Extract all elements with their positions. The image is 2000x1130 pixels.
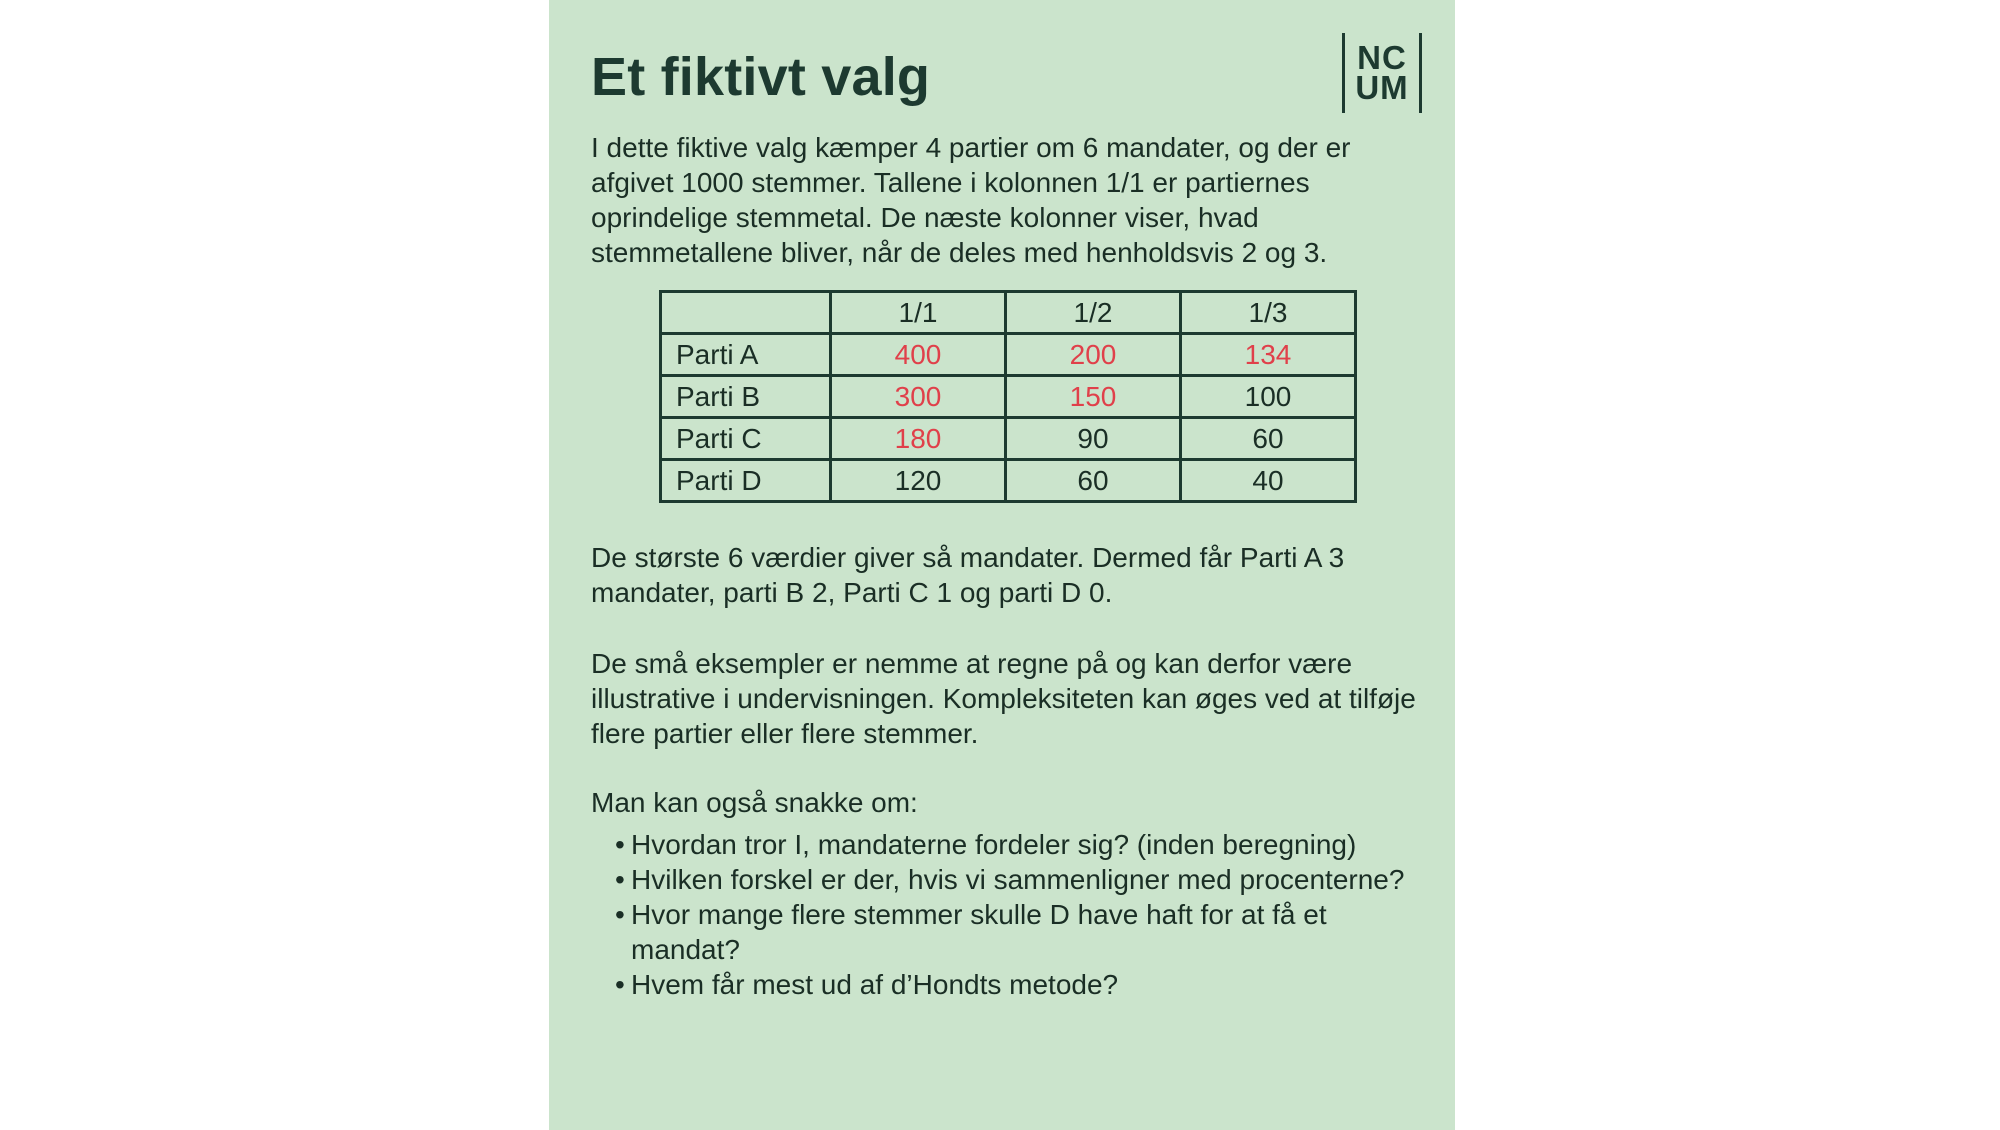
- party-name: Parti C: [661, 418, 831, 460]
- bullet-icon: •: [615, 969, 625, 1000]
- logo-line-bottom: UM: [1355, 69, 1409, 106]
- bullet-icon: •: [615, 899, 625, 930]
- question-text: Hvor mange flere stemmer skulle D have haft for at få et mandat?: [631, 899, 1327, 965]
- table-header-row: [661, 292, 1356, 334]
- question-list: [615, 827, 1415, 1002]
- intro-paragraph: I dette fiktive valg kæmper 4 partier om 6 mandater, og der er afgivet 1000 stemmer. Tallene i kolonnen 1/1 er partiernes oprindelige stemmetal. De næste kolonner viser, hvad stemmetallene bliver, når de deles med henholdsvis 2 og 3.: [591, 132, 1351, 268]
- table-row: [661, 376, 1356, 418]
- table-header-cell: 1/1: [831, 292, 1006, 334]
- vote-cell: 60: [1181, 418, 1356, 460]
- party-name: Parti D: [661, 460, 831, 502]
- examples-paragraph: De små eksempler er nemme at regne på og kan derfor være illustrative i undervisningen. Kompleksiteten kan øges ved at tilføje flere partier eller flere stemmer.: [591, 648, 1416, 749]
- question-text: Hvilken forskel er der, hvis vi sammenligner med procenterne?: [631, 864, 1405, 895]
- vote-cell: 90: [1006, 418, 1181, 460]
- page-title: Et fiktivt valg: [591, 47, 931, 107]
- table-header-cell: 1/3: [1181, 292, 1356, 334]
- vote-cell: 400: [831, 334, 1006, 376]
- vote-cell: 60: [1006, 460, 1181, 502]
- table-header-corner: [661, 292, 831, 334]
- list-item: [615, 897, 1415, 967]
- bullet-icon: •: [615, 864, 625, 895]
- list-item: [615, 827, 1415, 862]
- vote-cell: 100: [1181, 376, 1356, 418]
- table-row: [661, 460, 1356, 502]
- bullet-icon: •: [615, 829, 625, 860]
- discussion-intro: Man kan også snakke om:: [591, 787, 918, 818]
- logo-line-top: NC: [1357, 39, 1407, 76]
- vote-cell: 200: [1006, 334, 1181, 376]
- vote-cell: 180: [831, 418, 1006, 460]
- party-name: Parti A: [661, 334, 831, 376]
- vote-cell: 150: [1006, 376, 1181, 418]
- vote-cell: 300: [831, 376, 1006, 418]
- votes-table: [659, 290, 1357, 503]
- question-text: Hvem får mest ud af d’Hondts metode?: [631, 969, 1119, 1000]
- table-header-cell: 1/2: [1006, 292, 1181, 334]
- ncum-logo: [1342, 33, 1422, 113]
- vote-cell: 40: [1181, 460, 1356, 502]
- vote-cell: 120: [831, 460, 1006, 502]
- table-row: [661, 334, 1356, 376]
- question-text: Hvordan tror I, mandaterne fordeler sig? (inden beregning): [631, 829, 1357, 860]
- party-name: Parti B: [661, 376, 831, 418]
- vote-cell: 134: [1181, 334, 1356, 376]
- list-item: [615, 967, 1415, 1002]
- result-paragraph: De største 6 værdier giver så mandater. Dermed får Parti A 3 mandater, parti B 2, Parti C 1 og parti D 0.: [591, 542, 1345, 608]
- info-card: [549, 0, 1455, 1130]
- list-item: [615, 862, 1415, 897]
- table-row: [661, 418, 1356, 460]
